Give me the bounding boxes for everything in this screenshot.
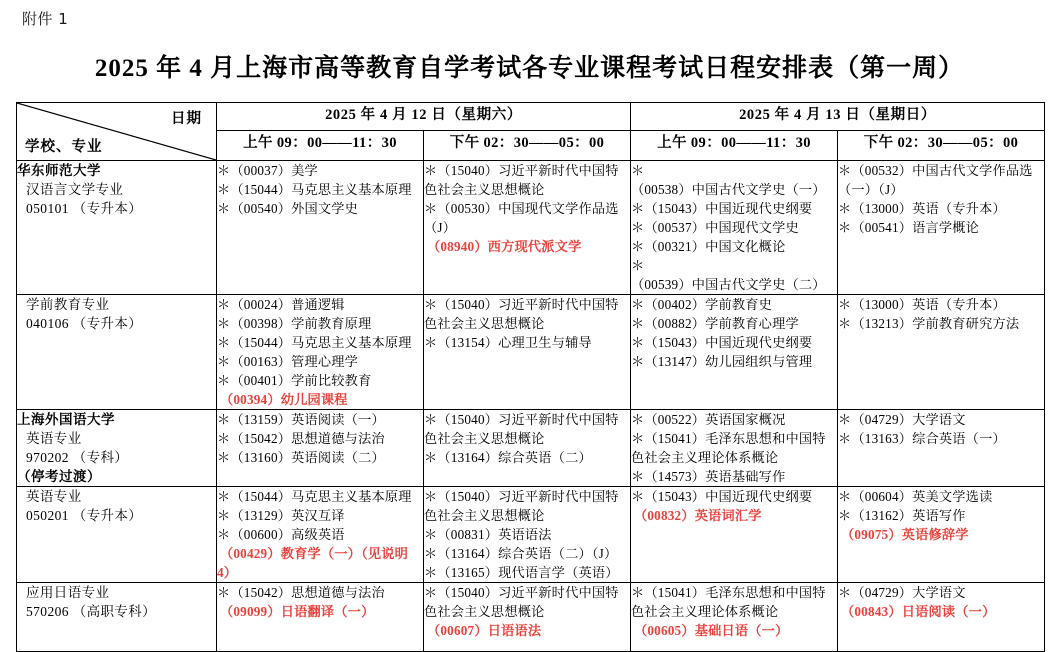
course-label: （13000）英语（专升本） [851,201,1006,216]
corner-header-cell [17,103,217,161]
courses-cell-sun_am [631,161,838,295]
courses-cell-sat_am [217,410,424,487]
course-item [217,448,423,467]
bullet-asterisk-icon: ＊ [838,585,852,600]
bullet-asterisk-icon: ＊ [631,316,645,331]
course-item [217,410,423,429]
course-label: （13159）英语阅读（一） [230,412,385,427]
course-label: （00604）英美文学选读 [851,489,993,504]
course-item [217,314,423,333]
course-label: （15044）马克思主义基本原理 [230,182,412,197]
bullet-asterisk-icon: ＊ [424,565,438,580]
course-label: （13000）英语（专升本） [851,297,1006,312]
course-label: （15043）中国近现代史纲要 [644,335,813,350]
table-row [17,295,1045,410]
course-label: （00832）英语词汇学 [634,508,762,523]
course-label: （00605）基础日语（一） [634,623,789,638]
course-label: （13147）幼儿园组织与管理 [644,354,813,369]
table-body [17,161,1045,652]
bullet-asterisk-icon: ＊ [631,239,645,254]
bullet-asterisk-icon: ＊ [838,220,852,235]
corner-date-label: 日期 [171,111,202,127]
bullet-asterisk-icon: ＊ [631,297,645,312]
course-item [838,295,1044,314]
course-item [424,563,630,582]
bullet-asterisk-icon: ＊ [217,335,231,350]
bullet-asterisk-icon: ＊ [631,335,645,350]
course-label: （00401）学前比较教育 [230,373,372,388]
bullet-asterisk-icon: ＊ [424,163,438,178]
course-item [424,410,630,448]
bullet-asterisk-icon: ＊ [217,431,231,446]
course-label: （13160）英语阅读（二） [230,450,385,465]
course-item [424,544,630,563]
course-label: （15040）习近平新时代中国特色社会主义思想概论 [424,489,619,523]
bullet-asterisk-icon: ＊ [631,163,645,178]
course-label: （00538）中国古代文学史（一） [631,182,826,197]
course-item [631,429,837,467]
course-item [631,352,837,371]
major-code: 050101 （专升本） [26,201,143,216]
courses-cell-sun_am [631,487,838,583]
course-item [631,237,837,256]
course-item-highlighted [217,390,423,409]
course-item [631,583,837,621]
course-label: （09075）英语修辞学 [841,527,969,542]
course-item-highlighted [217,602,423,621]
course-label: （00522）英语国家概况 [644,412,786,427]
bullet-asterisk-icon: ＊ [838,316,852,331]
bullet-asterisk-icon: ＊ [838,297,852,312]
course-label: （00532）中国古代文学作品选（一）（J） [838,163,1033,197]
slot-header-sun-morning: 上午 09：00——11：30 [631,131,838,161]
school-major-cell [17,487,217,583]
bullet-asterisk-icon: ＊ [838,201,852,216]
course-item [217,352,423,371]
course-item [217,583,423,602]
courses-cell-sun_am [631,295,838,410]
course-label: （00537）中国现代文学史 [644,220,799,235]
bullet-asterisk-icon: ＊ [217,316,231,331]
header-row-days [17,103,1045,131]
course-label: （00394）幼儿园课程 [220,392,348,407]
course-label: （00024）普通逻辑 [230,297,345,312]
exam-schedule-table [16,102,1045,652]
course-label: （00402）学前教育史 [644,297,773,312]
course-label: （00607）日语语法 [427,623,542,638]
course-label: （13165）现代语言学（英语） [437,565,619,580]
course-label: （14573）英语基础写作 [644,469,786,484]
course-item [838,218,1044,237]
bullet-asterisk-icon: ＊ [631,412,645,427]
courses-cell-sun_am [631,410,838,487]
course-label: （00163）管理心理学 [230,354,359,369]
course-item [631,256,837,294]
course-item [217,487,423,506]
course-item [424,199,630,237]
course-item [838,506,1044,525]
bullet-asterisk-icon: ＊ [217,489,231,504]
bullet-asterisk-icon: ＊ [217,354,231,369]
bullet-asterisk-icon: ＊ [217,201,231,216]
bullet-asterisk-icon: ＊ [217,182,231,197]
bullet-asterisk-icon: ＊ [631,585,645,600]
course-label: （00539）中国古代文学史（二） [631,277,826,292]
course-label: （13162）英语写作 [851,508,966,523]
major-code: 970202 （专科） [26,450,129,465]
bullet-asterisk-icon: ＊ [217,450,231,465]
course-label: （13164）综合英语（二） [437,450,592,465]
course-item [631,487,837,506]
courses-cell-sun_am [631,583,838,652]
course-item [217,161,423,180]
course-item [217,525,423,544]
bullet-asterisk-icon: ＊ [424,297,438,312]
course-item-highlighted [838,602,1044,621]
bullet-asterisk-icon: ＊ [838,489,852,504]
bullet-asterisk-icon: ＊ [217,527,231,542]
major-code: 050201 （专升本） [26,508,143,523]
course-item [631,218,837,237]
course-item [838,410,1044,429]
course-item-highlighted [424,621,630,640]
course-label: （00429）教育学（一）（见说明 4） [217,546,409,580]
course-label: （15043）中国近现代史纲要 [644,489,813,504]
bullet-asterisk-icon: ＊ [631,431,645,446]
course-item [424,448,630,467]
course-label: （15040）习近平新时代中国特色社会主义思想概论 [424,297,619,331]
school-name: 华东师范大学 [17,163,101,178]
course-label: （00540）外国文学史 [230,201,359,216]
corner-school-label: 学校、专业 [25,139,103,155]
course-item [631,410,837,429]
bullet-asterisk-icon: ＊ [424,450,438,465]
bullet-asterisk-icon: ＊ [424,546,438,561]
course-label: （00843）日语阅读（一） [841,604,996,619]
major-name: 学前教育专业 [26,297,110,312]
bullet-asterisk-icon: ＊ [631,258,645,273]
bullet-asterisk-icon: ＊ [631,201,645,216]
school-major-cell [17,295,217,410]
course-label: （15041）毛泽东思想和中国特色社会主义理论体系概论 [631,585,826,619]
course-item [631,295,837,314]
course-item [217,429,423,448]
course-label: （08940）西方现代派文学 [427,239,582,254]
bullet-asterisk-icon: ＊ [631,220,645,235]
course-item [424,487,630,525]
courses-cell-sat_am [217,487,424,583]
attachment-label: 附件 1 [22,10,69,28]
course-label: （15042）思想道德与法治 [230,585,385,600]
courses-cell-sun_pm [838,487,1045,583]
bullet-asterisk-icon: ＊ [631,489,645,504]
page-title: 2025 年 4 月上海市高等教育自学考试各专业课程考试日程安排表（第一周） [94,55,965,82]
course-item-highlighted [217,544,423,582]
courses-cell-sat_am [217,583,424,652]
slot-header-sun-afternoon: 下午 02：30——05：00 [838,131,1045,161]
course-item [631,333,837,352]
slot-header-sat-morning: 上午 09：00——11：30 [217,131,424,161]
day-header-saturday: 2025 年 4 月 12 日（星期六） [217,103,631,131]
course-item-highlighted [631,621,837,640]
bullet-asterisk-icon: ＊ [424,527,438,542]
course-item [217,333,423,352]
course-label: （00831）英语语法 [437,527,552,542]
major-code: 570206 （高职专科） [26,604,157,619]
bullet-asterisk-icon: ＊ [838,431,852,446]
day-header-sunday: 2025 年 4 月 13 日（星期日） [631,103,1045,131]
school-major-cell [17,161,217,295]
course-item-highlighted [424,237,630,256]
school-name: 上海外国语大学 [17,412,115,427]
major-name: 英语专业 [26,431,82,446]
course-label: （13164）综合英语（二）（J） [437,546,618,561]
bullet-asterisk-icon: ＊ [424,201,438,216]
course-item [424,525,630,544]
bullet-asterisk-icon: ＊ [424,489,438,504]
major-status-note: （停考过渡） [17,469,101,484]
course-label: （15044）马克思主义基本原理 [230,489,412,504]
table-row [17,410,1045,487]
course-item [217,506,423,525]
course-item [631,161,837,199]
bullet-asterisk-icon: ＊ [838,412,852,427]
major-name: 应用日语专业 [26,585,110,600]
course-label: （13163）综合英语（一） [851,431,1006,446]
bullet-asterisk-icon: ＊ [424,335,438,350]
courses-cell-sat_pm [424,161,631,295]
course-item [838,199,1044,218]
course-label: （13154）心理卫生与辅导 [437,335,592,350]
course-item [217,371,423,390]
courses-cell-sun_pm [838,295,1045,410]
course-label: （00037）美学 [230,163,318,178]
course-item [424,333,630,352]
courses-cell-sat_pm [424,295,631,410]
table-row [17,487,1045,583]
course-item-highlighted [631,506,837,525]
course-label: （00600）高级英语 [230,527,345,542]
course-label: （15041）毛泽东思想和中国特色社会主义理论体系概论 [631,431,826,465]
major-name: 汉语言文学专业 [26,182,124,197]
courses-cell-sat_pm [424,487,631,583]
course-label: （00321）中国文化概论 [644,239,786,254]
course-item [217,199,423,218]
course-label: （00398）学前教育原理 [230,316,372,331]
course-item [217,180,423,199]
course-label: （15042）思想道德与法治 [230,431,385,446]
bullet-asterisk-icon: ＊ [424,412,438,427]
bullet-asterisk-icon: ＊ [217,373,231,388]
bullet-asterisk-icon: ＊ [838,163,852,178]
course-item [838,161,1044,199]
bullet-asterisk-icon: ＊ [217,297,231,312]
course-item [424,295,630,333]
major-code: 040106 （专升本） [26,316,143,331]
course-label: （15040）习近平新时代中国特色社会主义思想概论 [424,412,619,446]
courses-cell-sun_pm [838,410,1045,487]
courses-cell-sun_pm [838,583,1045,652]
course-item [631,314,837,333]
bullet-asterisk-icon: ＊ [217,163,231,178]
bullet-asterisk-icon: ＊ [424,585,438,600]
course-label: （15043）中国近现代史纲要 [644,201,813,216]
courses-cell-sat_am [217,161,424,295]
course-label: （04729）大学语文 [851,585,966,600]
major-name: 英语专业 [26,489,82,504]
bullet-asterisk-icon: ＊ [631,469,645,484]
course-item [424,161,630,199]
course-label: （09099）日语翻译（一） [220,604,375,619]
table-header [17,103,1045,161]
bullet-asterisk-icon: ＊ [838,508,852,523]
courses-cell-sun_pm [838,161,1045,295]
course-item-highlighted [838,525,1044,544]
course-label: （04729）大学语文 [851,412,966,427]
course-label: （15040）习近平新时代中国特色社会主义思想概论 [424,585,619,619]
courses-cell-sat_pm [424,583,631,652]
course-label: （00541）语言学概论 [851,220,980,235]
course-label: （15044）马克思主义基本原理 [230,335,412,350]
bullet-asterisk-icon: ＊ [217,508,231,523]
course-label: （13129）英汉互译 [230,508,345,523]
school-major-cell [17,410,217,487]
course-item [424,583,630,621]
course-item [631,199,837,218]
course-label: （15040）习近平新时代中国特色社会主义思想概论 [424,163,619,197]
bullet-asterisk-icon: ＊ [631,354,645,369]
course-label: （00530）中国现代文学作品选（J） [424,201,619,235]
course-item [838,487,1044,506]
table-row [17,161,1045,295]
course-item [631,467,837,486]
courses-cell-sat_am [217,295,424,410]
table-row [17,583,1045,652]
course-item [838,314,1044,333]
bullet-asterisk-icon: ＊ [217,585,231,600]
slot-header-sat-afternoon: 下午 02：30——05：00 [424,131,631,161]
course-label: （13213）学前教育研究方法 [851,316,1020,331]
course-item [838,429,1044,448]
course-item [838,583,1044,602]
bullet-asterisk-icon: ＊ [217,412,231,427]
course-item [217,295,423,314]
school-major-cell [17,583,217,652]
course-label: （00882）学前教育心理学 [644,316,799,331]
courses-cell-sat_pm [424,410,631,487]
